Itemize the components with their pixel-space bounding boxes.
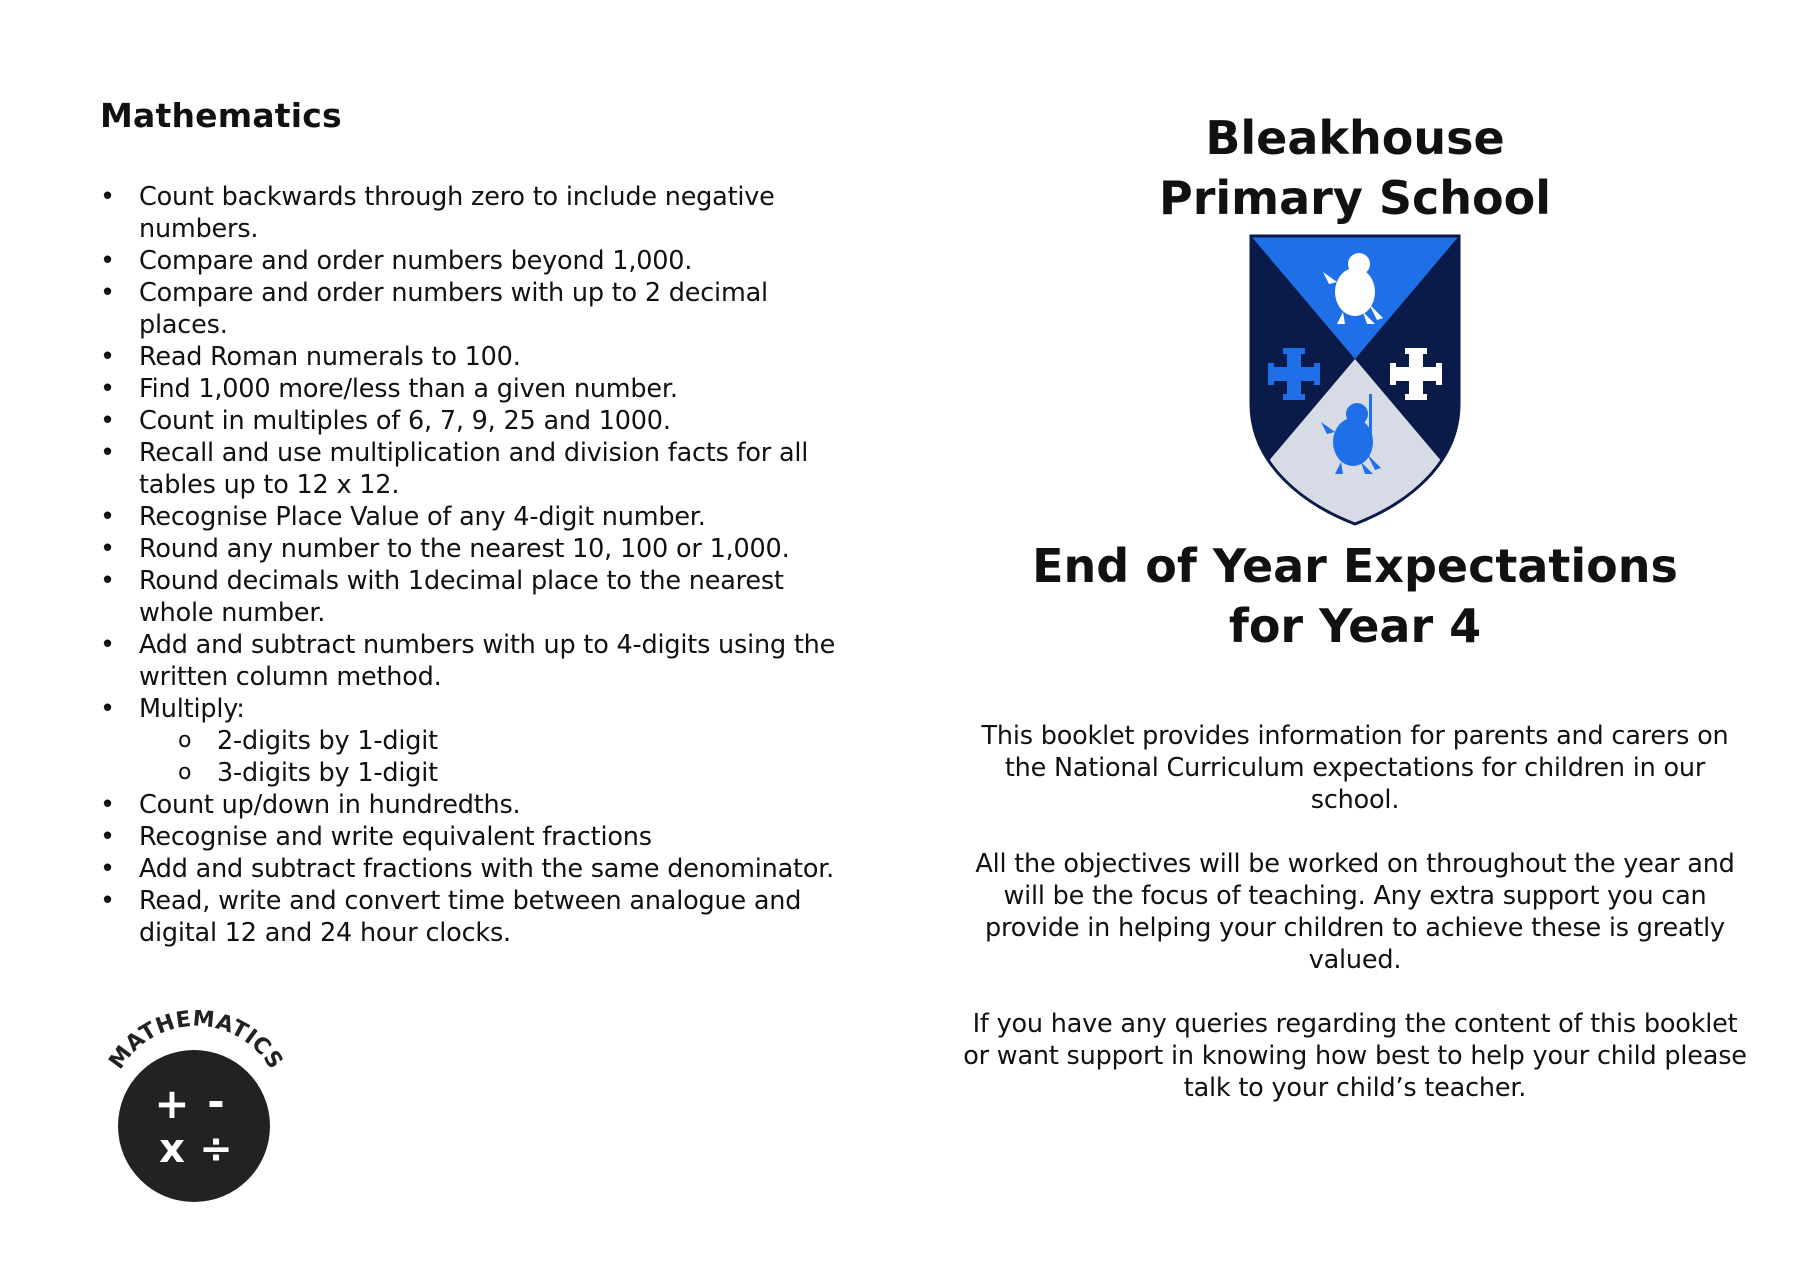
objective-text: Count backwards through zero to include negative numbers. <box>139 182 775 244</box>
objective-text: Recall and use multiplication and division facts for all tables up to 12 x 12. <box>139 438 809 500</box>
objective-text: Read, write and convert time between analogue and digital 12 and 24 hour clocks. <box>139 886 802 948</box>
objective-item <box>100 437 860 501</box>
objective-sub-text: 2-digits by 1-digit <box>217 726 438 756</box>
school-name-line2: Primary School <box>1159 171 1551 225</box>
objectives-paragraph: All the objectives will be worked on throughout the year and will be the focus of teaching. Any extra support you can provide in helping your children to achieve these is greatly valued. <box>975 849 1735 975</box>
cover-page <box>960 108 1750 1104</box>
objective-text: Compare and order numbers beyond 1,000. <box>139 246 693 276</box>
objective-text: Round any number to the nearest 10, 100 or 1,000. <box>139 534 790 564</box>
circle-bullet-icon: o <box>178 760 192 785</box>
objective-item <box>100 405 860 437</box>
objective-text: Count up/down in hundredths. <box>139 790 521 820</box>
school-name <box>960 108 1750 228</box>
objective-item <box>100 533 860 565</box>
bullet-icon: • <box>100 534 115 564</box>
objective-item <box>100 501 860 533</box>
logo-circle <box>118 1050 270 1202</box>
bullet-icon: • <box>100 694 115 724</box>
school-name-line1: Bleakhouse <box>1205 111 1505 165</box>
bullet-icon: • <box>100 566 115 596</box>
mathematics-logo <box>96 1010 296 1210</box>
logo-word: MATHEMATICS <box>104 1010 288 1074</box>
booklet-title-line1: End of Year Expectations <box>1032 539 1678 593</box>
objective-item <box>100 693 860 789</box>
bullet-icon: • <box>100 246 115 276</box>
objective-text: Read Roman numerals to 100. <box>139 342 521 372</box>
intro-paragraph: This booklet provides information for parents and carers on the National Curriculum expectations for children in our school. <box>981 721 1729 815</box>
objective-item <box>100 565 860 629</box>
objectives-list <box>100 181 860 949</box>
bullet-icon: • <box>100 886 115 916</box>
bullet-icon: • <box>100 406 115 436</box>
objective-text: Round decimals with 1decimal place to the nearest whole number. <box>139 566 784 628</box>
objective-item <box>100 341 860 373</box>
objective-sub-item <box>139 725 860 757</box>
objective-text: Compare and order numbers with up to 2 decimal places. <box>139 278 768 340</box>
objective-item <box>100 629 860 693</box>
objective-item <box>100 245 860 277</box>
bullet-icon: • <box>100 502 115 532</box>
objective-item <box>100 789 860 821</box>
bullet-icon: • <box>100 630 115 660</box>
objective-text: Add and subtract fractions with the same denominator. <box>139 854 835 884</box>
bullet-icon: • <box>100 342 115 372</box>
objective-sub-list <box>139 725 860 789</box>
multiply-icon: x <box>159 1126 185 1172</box>
objective-sub-text: 3-digits by 1-digit <box>217 758 438 788</box>
booklet-title <box>960 536 1750 656</box>
bullet-icon: • <box>100 438 115 468</box>
bullet-icon: • <box>100 822 115 852</box>
bullet-icon: • <box>100 278 115 308</box>
school-crest <box>1247 234 1463 526</box>
booklet-title-line2: for Year 4 <box>1228 599 1482 653</box>
objective-text: Recognise Place Value of any 4-digit number. <box>139 502 706 532</box>
objective-item <box>100 373 860 405</box>
objective-item <box>100 277 860 341</box>
objective-item <box>100 885 860 949</box>
objective-text: Count in multiples of 6, 7, 9, 25 and 1000. <box>139 406 671 436</box>
plus-icon: + <box>154 1079 190 1128</box>
objective-text: Recognise and write equivalent fractions <box>139 822 652 852</box>
objective-text: Add and subtract numbers with up to 4-digits using the written column method. <box>139 630 836 692</box>
objective-item <box>100 853 860 885</box>
circle-bullet-icon: o <box>178 728 192 753</box>
objective-sub-item <box>139 757 860 789</box>
mathematics-page <box>100 96 860 949</box>
bullet-icon: • <box>100 182 115 212</box>
objective-item <box>100 821 860 853</box>
objective-item <box>100 181 860 245</box>
divide-icon: ÷ <box>199 1126 233 1172</box>
bullet-icon: • <box>100 374 115 404</box>
section-heading: Mathematics <box>100 96 342 135</box>
objective-text: Find 1,000 more/less than a given number. <box>139 374 678 404</box>
objective-text: Multiply: <box>139 694 245 724</box>
queries-paragraph: If you have any queries regarding the content of this booklet or want support in knowing how best to help your child please talk to your child’s teacher. <box>963 1009 1747 1103</box>
minus-icon: - <box>207 1077 225 1126</box>
bullet-icon: • <box>100 790 115 820</box>
bullet-icon: • <box>100 854 115 884</box>
